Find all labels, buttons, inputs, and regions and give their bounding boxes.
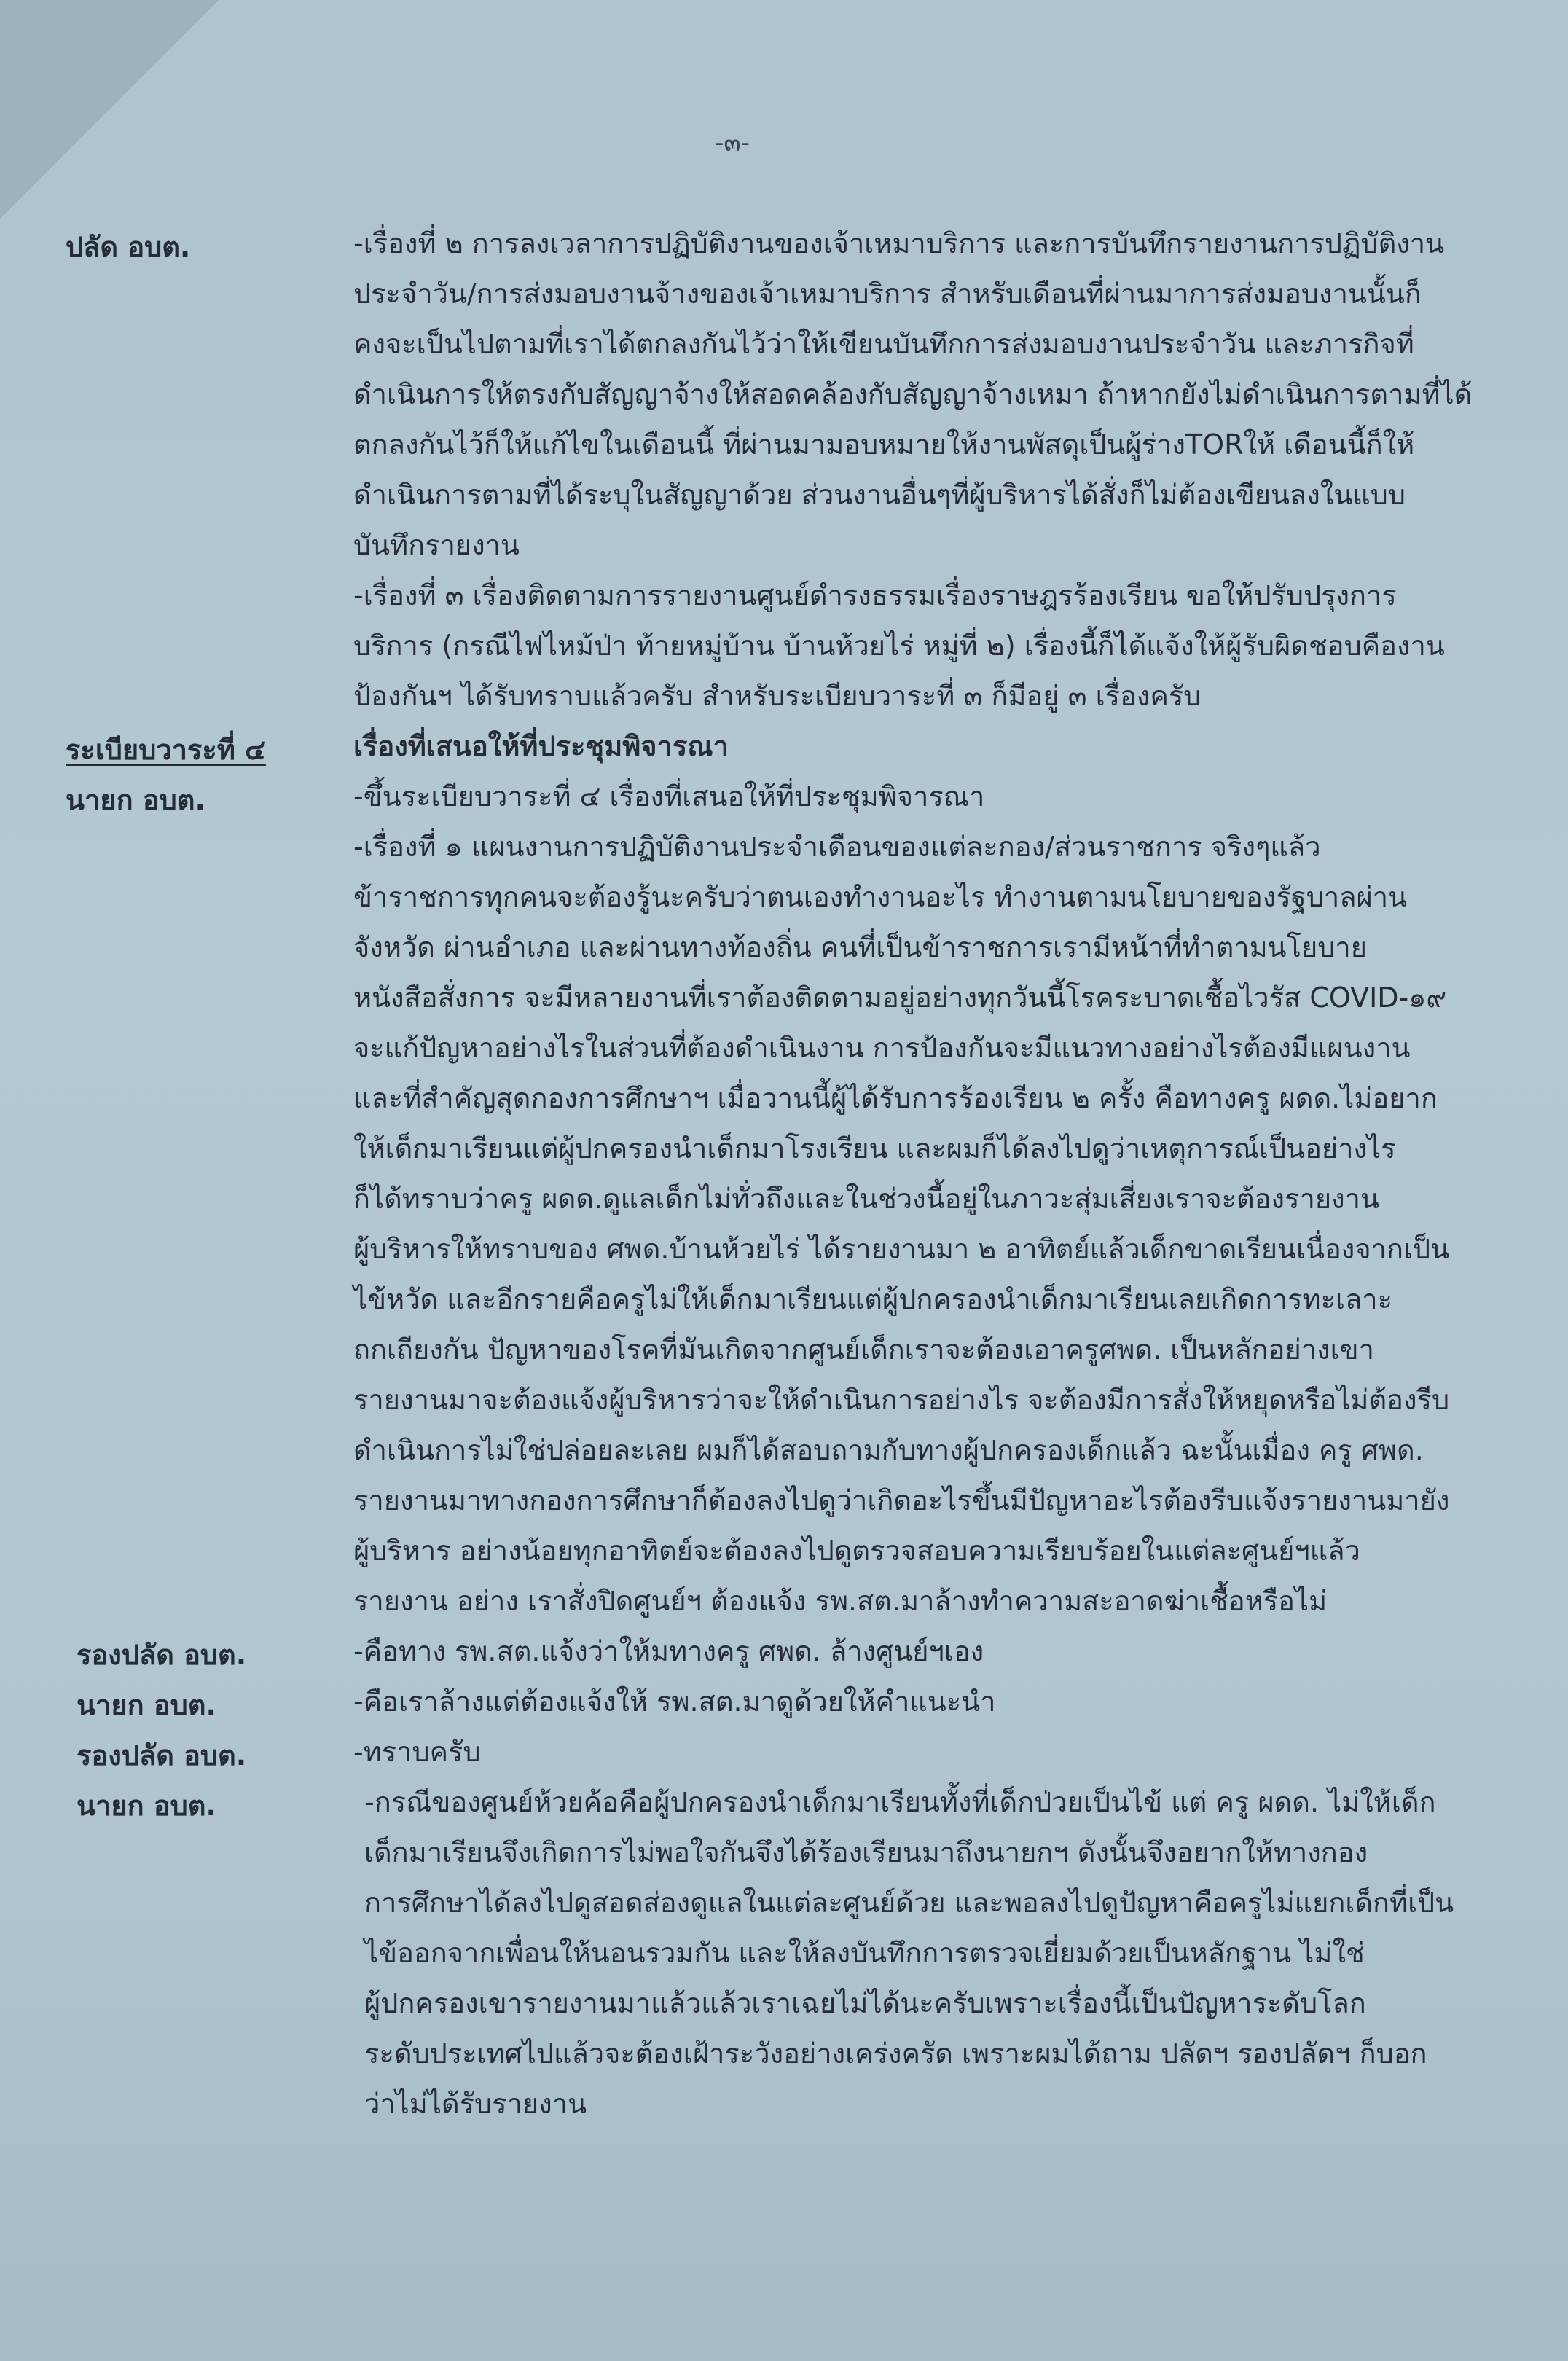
speaker-label: นายก อบต.: [77, 1790, 216, 1822]
text-line: หนังสือสั่งการ จะมีหลายงานที่เราต้องติดตามอยู่อย่างทุกวันนี้โรคระบาดเชื้อไวรัส COVID-๑๙: [353, 982, 1447, 1014]
text-line: เด็กมาเรียนจึงเกิดการไม่พอใจกันจึงได้ร้องเรียนมาถึงนายกฯ ดังนั้นจึงอยากให้ทางกอง: [364, 1836, 1368, 1868]
text-line: -คือทาง รพ.สต.แจ้งว่าให้มทางครู ศพด. ล้างศูนย์ฯเอง: [353, 1635, 984, 1667]
text-line: -กรณีของศูนย์ห้วยค้อคือผู้ปกครองนำเด็กมาเรียนทั้งที่เด็กป่วยเป็นไข้ แต่ ครู ผดด. ไม่ให้เด็ก: [364, 1786, 1436, 1818]
text-line: -ขึ้นระเบียบวาระที่ ๔ เรื่องที่เสนอให้ที่ประชุมพิจารณา: [353, 780, 985, 813]
text-line: ป้องกันฯ ได้รับทราบแล้วครับ สำหรับระเบียบวาระที่ ๓ ก็มีอยู่ ๓ เรื่องครับ: [353, 680, 1202, 712]
text-line: บริการ (กรณีไฟไหม้ป่า ท้ายหมู่บ้าน บ้านห้วยไร่ หมู่ที่ ๒) เรื่องนี้ก็ได้แจ้งให้ผู้รับผิดชอบคืองาน: [353, 630, 1445, 662]
text-line: คงจะเป็นไปตามที่เราได้ตกลงกันไว้ว่าให้เขียนบันทึกการส่งมอบงานประจำวัน และภารกิจที่: [353, 328, 1414, 360]
text-line: ถกเถียงกัน ปัญหาของโรคที่มันเกิดจากศูนย์เด็กเราจะต้องเอาครูศพด. เป็นหลักอย่างเขา: [353, 1334, 1374, 1366]
text-line: -เรื่องที่ ๒ การลงเวลาการปฏิบัติงานของเจ้าเหมาบริการ และการบันทึกรายงานการปฏิบัติงาน: [353, 227, 1445, 259]
page-fold-shadow: [0, 0, 219, 219]
text-line: บันทึกรายงาน: [353, 529, 520, 561]
text-line: ไข้ออกจากเพื่อนให้นอนรวมกัน และให้ลงบันทึกการตรวจเยี่ยมด้วยเป็นหลักฐาน ไม่ใช่: [364, 1937, 1365, 1969]
text-line: รายงานมาทางกองการศึกษาก็ต้องลงไปดูว่าเกิดอะไรขึ้นมีปัญหาอะไรต้องรีบแจ้งรายงานมายัง: [353, 1484, 1450, 1516]
text-line: ข้าราชการทุกคนจะต้องรู้นะครับว่าตนเองทำงานอะไร ทำงานตามนโยบายของรัฐบาลผ่าน: [353, 881, 1408, 913]
text-line: -เรื่องที่ ๑ แผนงานการปฏิบัติงานประจำเดือนของแต่ละกอง/ส่วนราชการ จริงๆแล้ว: [353, 831, 1321, 863]
text-line: ดำเนินการให้ตรงกับสัญญาจ้างให้สอดคล้องกับสัญญาจ้างเหมา ถ้าหากยังไม่ดำเนินการตามที่ได้: [353, 378, 1473, 410]
text-line: ประจำวัน/การส่งมอบงานจ้างของเจ้าเหมาบริการ สำหรับเดือนที่ผ่านมาการส่งมอบงานนั้นก็: [353, 278, 1422, 310]
text-line: ผู้ปกครองเขารายงานมาแล้วแล้วเราเฉยไม่ได้นะครับเพราะเรื่องนี้เป็นปัญหาระดับโลก: [364, 1987, 1366, 2019]
text-line: ว่าไม่ได้รับรายงาน: [364, 2088, 587, 2120]
speaker-label: นายก อบต.: [66, 784, 205, 816]
text-line: จังหวัด ผ่านอำเภอ และผ่านทางท้องถิ่น คนที่เป็นข้าราชการเรามีหน้าที่ทำตามนโยบาย: [353, 931, 1368, 963]
text-line: รายงานมาจะต้องแจ้งผู้บริหารว่าจะให้ดำเนินการอย่างไร จะต้องมีการสั่งให้หยุดหรือไม่ต้องรีบ: [353, 1384, 1450, 1416]
text-line: เรื่องที่เสนอให้ที่ประชุมพิจารณา: [353, 730, 729, 762]
text-line: ไข้หวัด และอีกรายคือครูไม่ให้เด็กมาเรียนแต่ผู้ปกครองนำเด็กมาเรียนเลยเกิดการทะเลาะ: [353, 1283, 1393, 1315]
speaker-label: ปลัด อบต.: [66, 231, 191, 263]
entry-text: [353, 219, 1473, 571]
entry-text: [364, 1777, 1454, 2129]
speaker-label: นายก อบต.: [77, 1689, 216, 1721]
text-line: -ทราบครับ: [353, 1736, 481, 1768]
text-line: และที่สำคัญสุดกองการศึกษาฯ เมื่อวานนี้ผู้ได้รับการร้องเรียน ๒ ครั้ง คือทางครู ผดด.ไม่อยาก: [353, 1082, 1438, 1114]
entry-text: [353, 1727, 1406, 1777]
text-line: -คือเราล้างแต่ต้องแจ้งให้ รพ.สต.มาดูด้วยให้คำแนะนำ: [353, 1685, 996, 1718]
text-line: ตกลงกันไว้ก็ให้แก้ไขในเดือนนี้ ที่ผ่านมามอบหมายให้งานพัสดุเป็นผู้ร่างTORให้ เดือนนี้ก็ให้: [353, 428, 1415, 461]
agenda-label: ระเบียบวาระที่ ๔: [66, 734, 266, 766]
text-line: ระดับประเทศไปแล้วจะต้องเฝ้าระวังอย่างเคร่งครัด เพราะผมได้ถาม ปลัดฯ รองปลัดฯ ก็บอก: [364, 2037, 1427, 2070]
text-line: รายงาน อย่าง เราสั่งปิดศูนย์ฯ ต้องแจ้ง รพ.สต.มาล้างทำความสะอาดฆ่าเชื้อหรือไม่: [353, 1585, 1328, 1617]
text-line: ผู้บริหารให้ทราบของ ศพด.บ้านห้วยไร่ ได้รายงานมา ๒ อาทิตย์แล้วเด็กขาดเรียนเนื่องจากเป็น: [353, 1233, 1450, 1265]
entry-text: [353, 822, 1450, 1626]
speaker-label: รองปลัด อบต.: [77, 1639, 247, 1671]
speaker-label: รองปลัด อบต.: [77, 1739, 247, 1771]
entry-text: [353, 772, 1406, 822]
text-line: ดำเนินการตามที่ได้ระบุในสัญญาด้วย ส่วนงานอื่นๆที่ผู้บริหารได้สั่งก็ไม่ต้องเขียนลงในแบบ: [353, 479, 1406, 511]
page-number: -๓-: [715, 128, 750, 157]
text-line: ดำเนินการไม่ใช่ปล่อยละเลย ผมก็ได้สอบถามกับทางผู้ปกครองเด็กแล้ว ฉะนั้นเมื่อง ครู ศพด.: [353, 1434, 1424, 1466]
agenda-title: [353, 721, 1406, 772]
text-line: -เรื่องที่ ๓ เรื่องติดตามการรายงานศูนย์ดำรงธรรมเรื่องราษฎรร้องเรียน ขอให้ปรับปรุงการ: [353, 579, 1397, 611]
text-line: จะแก้ปัญหาอย่างไรในส่วนที่ต้องดำเนินงาน การป้องกันจะมีแนวทางอย่างไรต้องมีแผนงาน: [353, 1032, 1411, 1064]
text-line: ก็ได้ทราบว่าครู ผดด.ดูแลเด็กไม่ทั่วถึงและในช่วงนี้อยู่ในภาวะสุ่มเสี่ยงเราจะต้องรายงาน: [353, 1183, 1379, 1215]
entry-text: [353, 571, 1445, 721]
entry-text: [353, 1677, 1406, 1727]
text-line: การศึกษาได้ลงไปดูสอดส่องดูแลในแต่ละศูนย์ด้วย และพอลงไปดูปัญหาคือครูไม่แยกเด็กที่เป็น: [364, 1887, 1454, 1919]
text-line: ให้เด็กมาเรียนแต่ผู้ปกครองนำเด็กมาโรงเรียน และผมก็ได้ลงไปดูว่าเหตุการณ์เป็นอย่างไร: [353, 1132, 1396, 1164]
text-line: ผู้บริหาร อย่างน้อยทุกอาทิตย์จะต้องลงไปดูตรวจสอบความเรียบร้อยในแต่ละศูนย์ฯแล้ว: [353, 1535, 1360, 1567]
entry-text: [353, 1626, 1406, 1677]
